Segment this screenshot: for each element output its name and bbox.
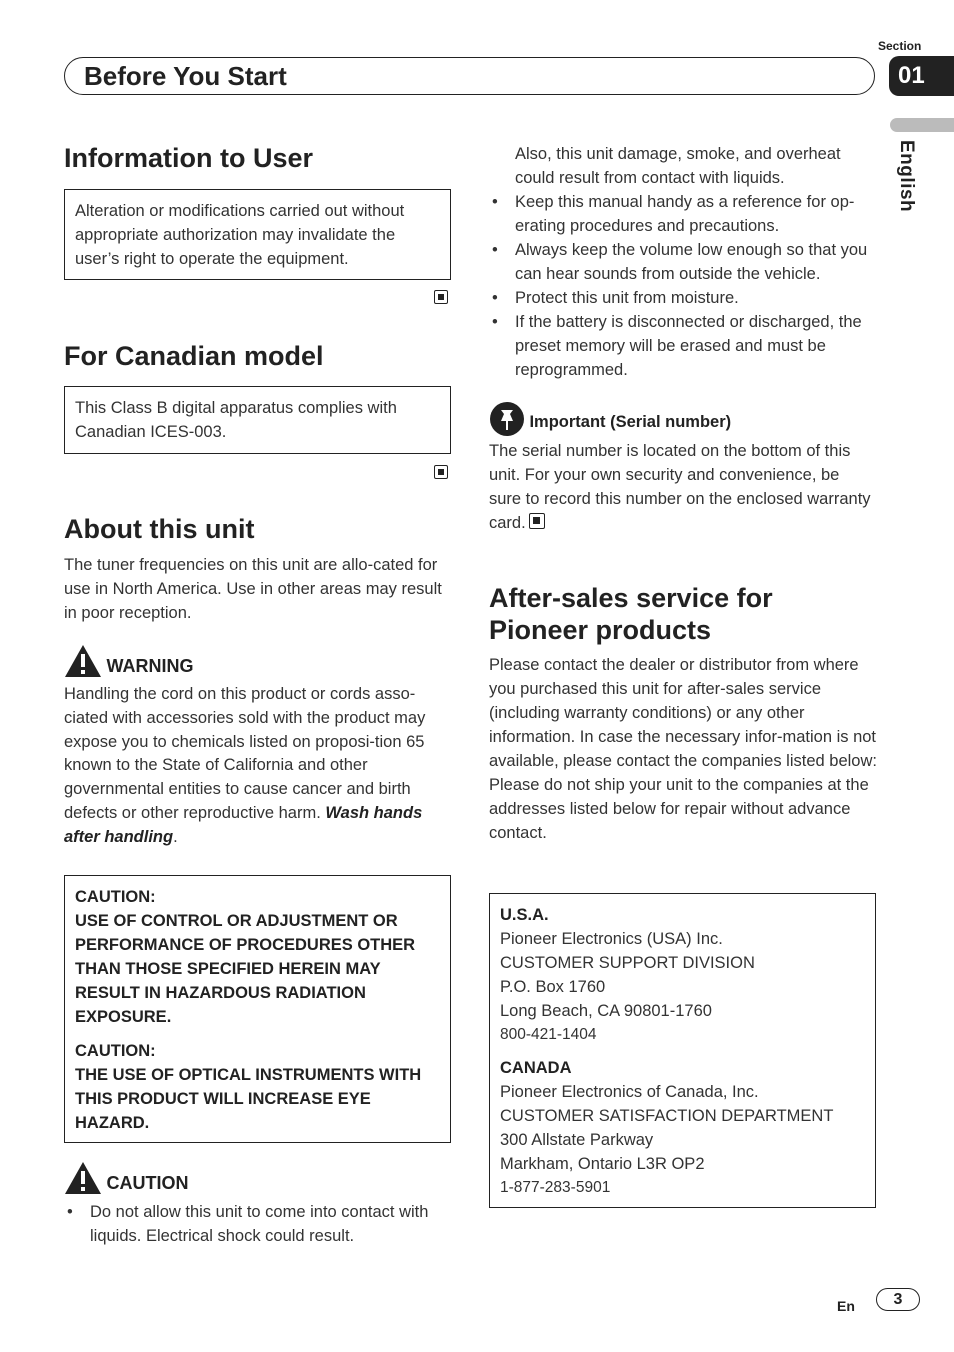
about-text: The tuner frequencies on this unit are allo-cated for use in North America. Use in other areas may result in poor reception.: [64, 556, 442, 622]
usa-phone: 800-421-1404: [500, 1026, 597, 1043]
caution-box-text-2: THE USE OF OPTICAL INSTRUMENTS WITH THIS PRODUCT WILL INCREASE EYE HAZARD.: [75, 1066, 422, 1132]
after-sales-text: [489, 653, 879, 845]
caution-box: [64, 875, 451, 1143]
page-number: 3: [876, 1288, 920, 1311]
usa-line: CUSTOMER SUPPORT DIVISION: [500, 954, 755, 972]
section-label: Section: [878, 39, 922, 53]
caution-label: CAUTION: [106, 1173, 189, 1193]
info-user-heading: Information to User: [64, 143, 314, 173]
list-item: • Keep this manual handy as a reference for op-erating procedures and precautions.: [489, 190, 879, 238]
canadian-box: [64, 386, 451, 454]
important-heading: [489, 401, 731, 437]
important-text: The serial number is located on the bottom of this unit. For your own security and convenience, be sure to record this number on the enclosed warranty card.: [489, 442, 871, 532]
warning-icon: [64, 644, 102, 678]
warning-label: WARNING: [106, 656, 194, 676]
usa-label: U.S.A.: [500, 906, 549, 924]
caution-box-text-1: USE OF CONTROL OR ADJUSTMENT OR PERFORMANCE OF PROCEDURES OTHER THAN THOSE SPECIFIED HEREIN MAY RESULT IN HAZARDOUS RADIATION EXPOSURE.: [75, 912, 416, 1026]
canada-label: CANADA: [500, 1059, 572, 1077]
canada-line: Pioneer Electronics of Canada, Inc.: [500, 1083, 759, 1101]
usa-line: P.O. Box 1760: [500, 978, 606, 996]
caution-list-left: [64, 1200, 449, 1248]
footer-lang-code: En: [837, 1298, 855, 1314]
canadian-text: This Class B digital apparatus complies with Canadian ICES-003.: [75, 399, 397, 441]
end-mark-icon: [529, 513, 545, 529]
canada-line: 300 Allstate Parkway: [500, 1131, 654, 1149]
list-item: • If the battery is disconnected or discharged, the preset memory will be erased and must be reprogrammed.: [489, 310, 879, 382]
caution-icon: [64, 1161, 102, 1195]
caution-heading: [64, 1161, 449, 1195]
warning-heading: [64, 644, 449, 678]
caution-continued-text: Also, this unit damage, smoke, and overheat could result from contact with liquids.: [515, 145, 841, 187]
usa-line: Pioneer Electronics (USA) Inc.: [500, 930, 723, 948]
section-number: 01: [889, 56, 954, 96]
language-tab: [890, 118, 954, 132]
info-user-box: [64, 189, 451, 280]
list-item: • Do not allow this unit to come into contact with liquids. Electrical shock could result.: [64, 1200, 449, 1248]
caution-box-label-1: CAUTION:: [75, 888, 156, 906]
canadian-heading: For Canadian model: [64, 341, 324, 371]
caution-list-right: [489, 190, 879, 382]
caution-box-label-2: CAUTION:: [75, 1042, 156, 1060]
list-item: • Protect this unit from moisture.: [489, 286, 879, 310]
info-user-text: Alteration or modifications carried out without appropriate authorization may invalidate the user’s right to operate the equipment.: [75, 202, 405, 268]
canada-line: Markham, Ontario L3R OP2: [500, 1155, 705, 1173]
after-sales-para-2: Please do not ship your unit to the companies at the addresses listed below for repair without advance contact.: [489, 776, 869, 842]
list-item: • Always keep the volume low enough so that you can hear sounds from outside the vehicle.: [489, 238, 879, 286]
end-mark-icon: [434, 465, 448, 479]
about-heading: About this unit: [64, 514, 255, 544]
usa-line: Long Beach, CA 90801-1760: [500, 1002, 712, 1020]
chapter-title: Before You Start: [84, 61, 287, 91]
canada-line: CUSTOMER SATISFACTION DEPARTMENT: [500, 1107, 834, 1125]
after-sales-heading: After-sales service for Pioneer products: [489, 583, 773, 645]
warning-text: Handling the cord on this product or cords asso-ciated with accessories sold with the product may expose you to chemicals listed on proposi-tion 65 known to the State of California and other governmental entities to cause cancer and birth defects or other reproductive harm. Wash hands after handling.: [64, 685, 426, 846]
language-label: English: [896, 140, 917, 213]
canada-phone: 1-877-283-5901: [500, 1179, 611, 1196]
pushpin-icon: [489, 401, 525, 437]
contacts-box: [489, 893, 876, 1208]
important-label: Important (Serial number): [529, 413, 732, 431]
warning-emphasis: Wash hands after handling: [64, 803, 423, 846]
end-mark-icon: [434, 290, 448, 304]
after-sales-para-1: Please contact the dealer or distributor from where you purchased this unit for after-sales service (including warranty conditions) or any other information. In case the necessary infor-mation is not available, please contact the companies listed below:: [489, 656, 877, 770]
